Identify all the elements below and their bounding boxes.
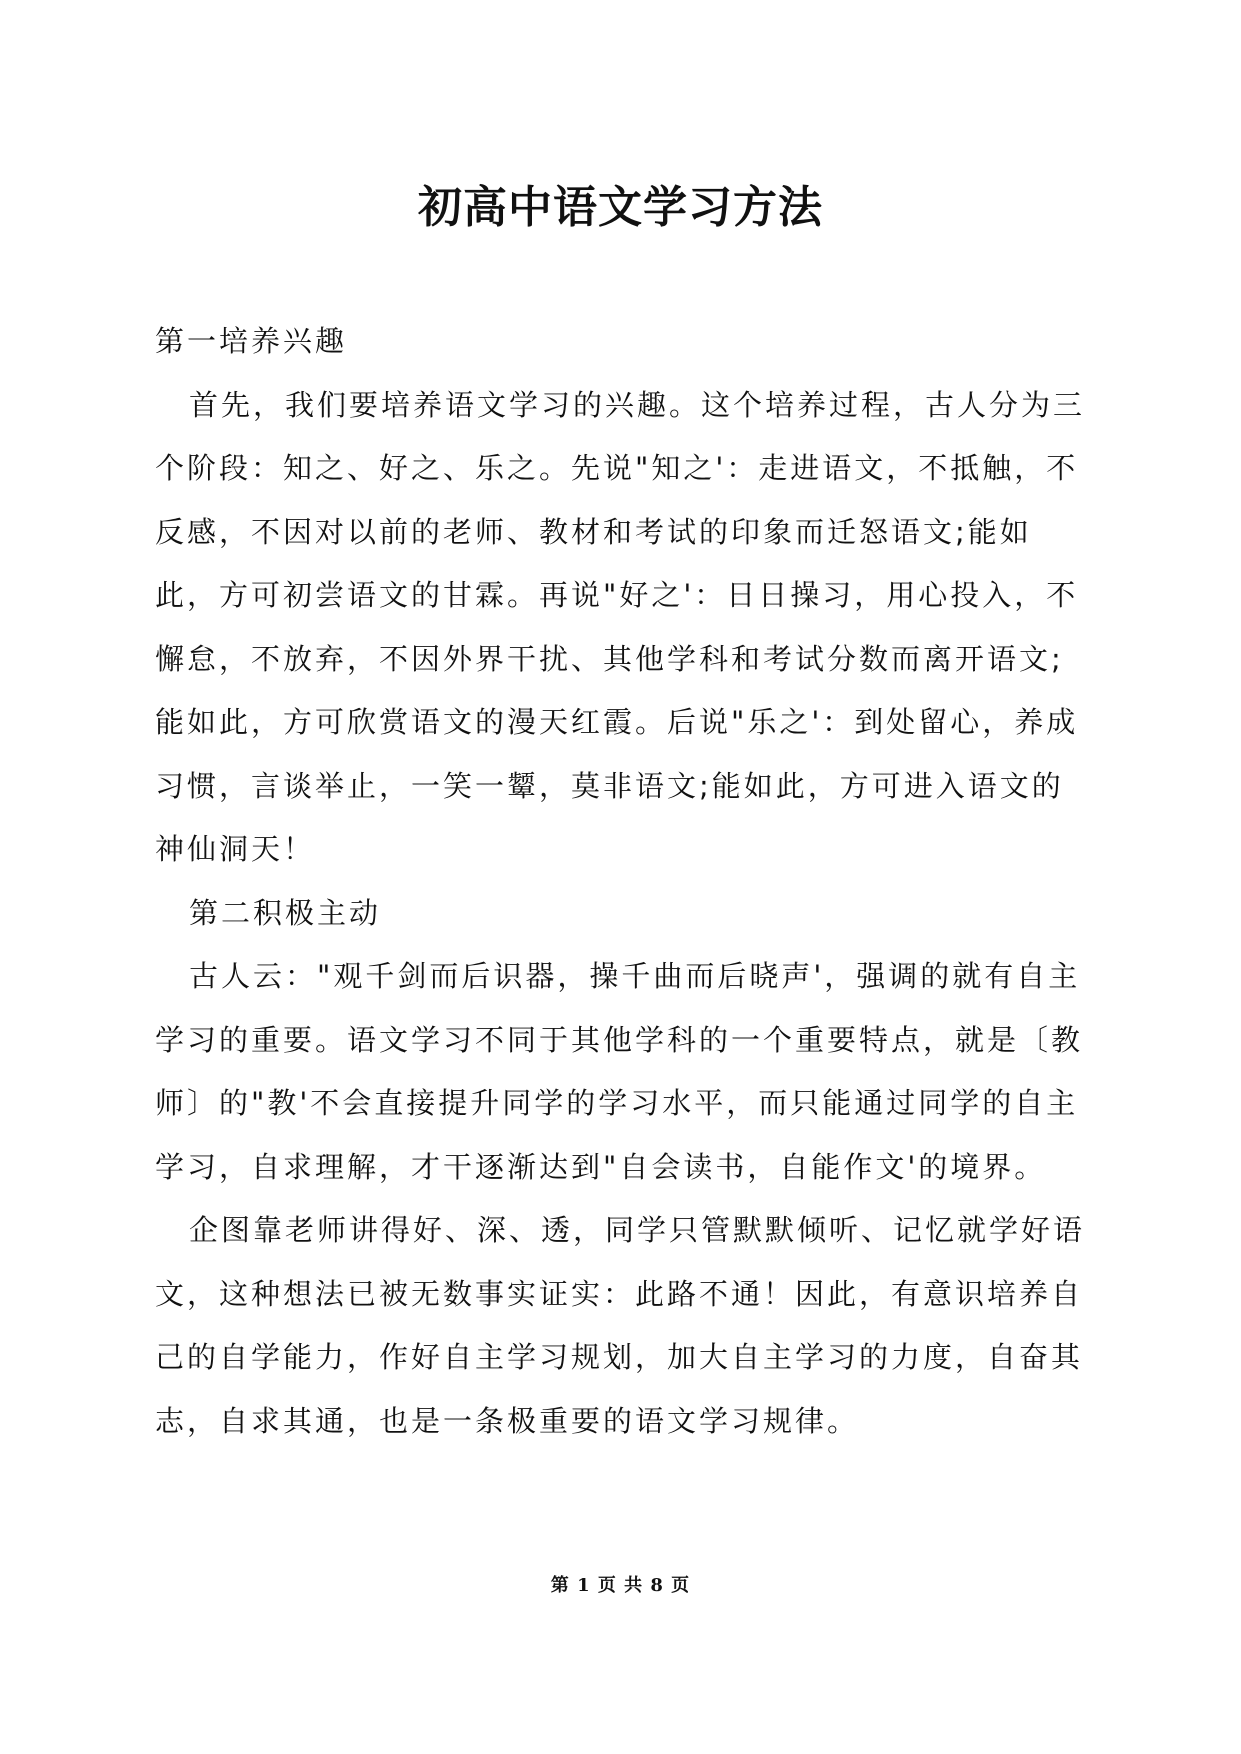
page-footer: 第 1 页 共 8 页	[550, 1575, 691, 1596]
document-title: 初高中语文学习方法	[418, 182, 823, 233]
section-heading-1: 第一培养兴趣	[155, 324, 348, 358]
paragraph-self-study-2: 企图靠老师讲得好、深、透，同学只管默默倾听、记忆就学好语文，这种想法已被无数事实证实：此路不通！因此，有意识培养自己的自学能力，作好自主学习规划，加大自主学习的力度，自奋其志，自求其通，也是一条极重要的语文学习规律。	[155, 1213, 1086, 1438]
paragraph-interest: 首先，我们要培养语文学习的兴趣。这个培养过程，古人分为三个阶段：知之、好之、乐之。先说"知之'：走进语文，不抵触，不反感，不因对以前的老师、教材和考试的印象而迁怒语文;能如此，方可初尝语文的甘霖。再说"好之'：日日操习，用心投入，不懈怠，不放弃，不因外界干扰、其他学科和考试分数而离开语文;能如此，方可欣赏语文的漫天红霞。后说"乐之'：到处留心，养成习惯，言谈举止，一笑一颦，莫非语文;能如此，方可进入语文的神仙洞天！	[155, 387, 1086, 866]
document-body	[155, 310, 1095, 1453]
paragraph-self-study: 古人云："观千剑而后识器，操千曲而后晓声'，强调的就有自主学习的重要。语文学习不同于其他学科的一个重要特点，就是〔教师〕的"教'不会直接提升同学的学习水平，而只能通过同学的自主学习，自求理解，才干逐渐达到"自会读书，自能作文'的境界。	[155, 959, 1084, 1184]
section-heading-2: 第二积极主动	[189, 895, 382, 930]
